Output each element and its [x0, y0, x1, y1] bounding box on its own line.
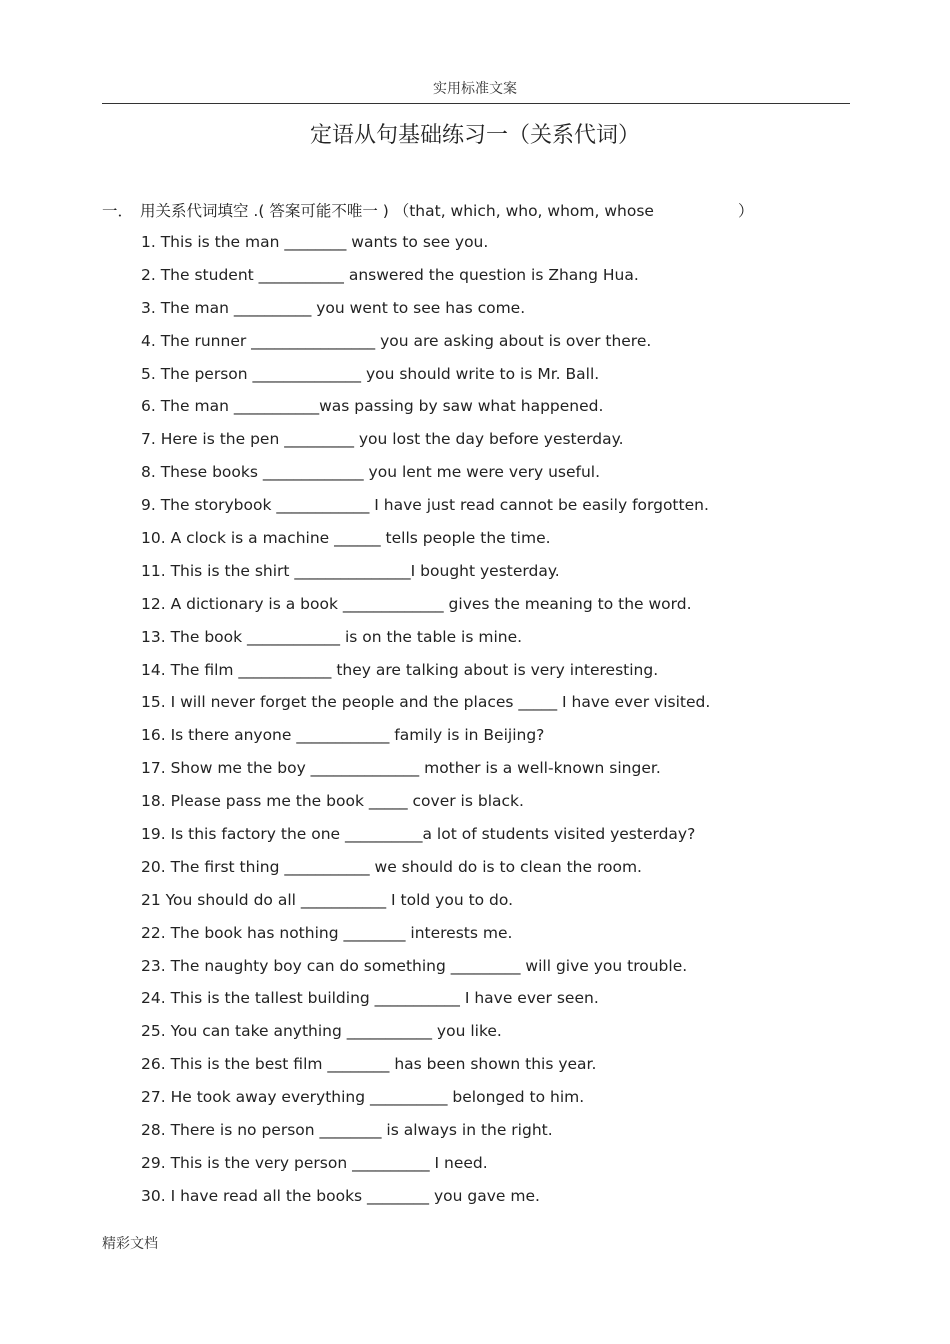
exercise-item: 23. The naughty boy can do something _________ will give you trouble.: [141, 956, 688, 975]
exercise-item: 5. The person ______________ you should write to is Mr. Ball.: [141, 364, 600, 383]
exercise-item: 19. Is this factory the one __________a lot of students visited yesterday?: [141, 825, 696, 844]
exercise-item: 25. You can take anything ___________ you like.: [141, 1022, 502, 1041]
exercise-item: 24. This is the tallest building ___________ I have ever seen.: [141, 989, 599, 1008]
exercise-item: 30. I have read all the books ________ you gave me.: [141, 1186, 540, 1205]
header-rule: [102, 103, 850, 104]
exercise-item: 12. A dictionary is a book _____________ gives the meaning to the word.: [141, 594, 692, 613]
section-number: 一．: [102, 202, 134, 220]
exercise-item: 8. These books _____________ you lent me were very useful.: [141, 463, 601, 482]
exercise-item: 18. Please pass me the book _____ cover is black.: [141, 792, 524, 811]
exercise-item: 14. The film ____________ they are talking about is very interesting.: [141, 660, 659, 679]
exercise-list: [141, 231, 710, 1218]
exercise-item: 21 You should do all ___________ I told you to do.: [141, 890, 514, 909]
exercise-item: 28. There is no person ________ is always in the right.: [141, 1121, 553, 1140]
exercise-item: 4. The runner ________________ you are asking about is over there.: [141, 331, 652, 350]
exercise-item: 26. This is the best film ________ has been shown this year.: [141, 1055, 597, 1074]
exercise-item: 9. The storybook ____________ I have just read cannot be easily forgotten.: [141, 496, 709, 515]
page-footer: 精彩文档: [102, 1236, 158, 1252]
exercise-item: 10. A clock is a machine ______ tells people the time.: [141, 529, 551, 548]
exercise-item: 3. The man __________ you went to see has come.: [141, 298, 526, 317]
exercise-item: 20. The first thing ___________ we should do is to clean the room.: [141, 857, 642, 876]
instruction-text: 用关系代词填空 .( 答案可能不唯一 ) （that, which, who, whom, whose: [140, 202, 654, 220]
instruction-close-paren: ）: [738, 202, 754, 220]
exercise-item: 6. The man ___________was passing by saw what happened.: [141, 397, 604, 416]
section-instruction: [102, 199, 862, 221]
exercise-item: 15. I will never forget the people and the places _____ I have ever visited.: [141, 693, 711, 712]
document-title: 定语从句基础练习一（关系代词）: [309, 123, 640, 148]
exercise-item: 27. He took away everything __________ belonged to him.: [141, 1088, 585, 1107]
exercise-item: 17. Show me the boy ______________ mother is a well-known singer.: [141, 759, 661, 778]
exercise-item: 29. This is the very person __________ I need.: [141, 1153, 488, 1172]
page-header: 实用标准文案: [433, 81, 517, 97]
exercise-item: 22. The book has nothing ________ interests me.: [141, 923, 513, 942]
exercise-item: 13. The book ____________ is on the table is mine.: [141, 627, 523, 646]
exercise-item: 11. This is the shirt _______________I bought yesterday.: [141, 561, 560, 580]
exercise-item: 1. This is the man ________ wants to see you.: [141, 233, 489, 251]
exercise-item: 2. The student ___________ answered the question is Zhang Hua.: [141, 265, 639, 284]
exercise-item: 7. Here is the pen _________ you lost the day before yesterday.: [141, 430, 624, 449]
exercise-item: 16. Is there anyone ____________ family is in Beijing?: [141, 726, 545, 745]
